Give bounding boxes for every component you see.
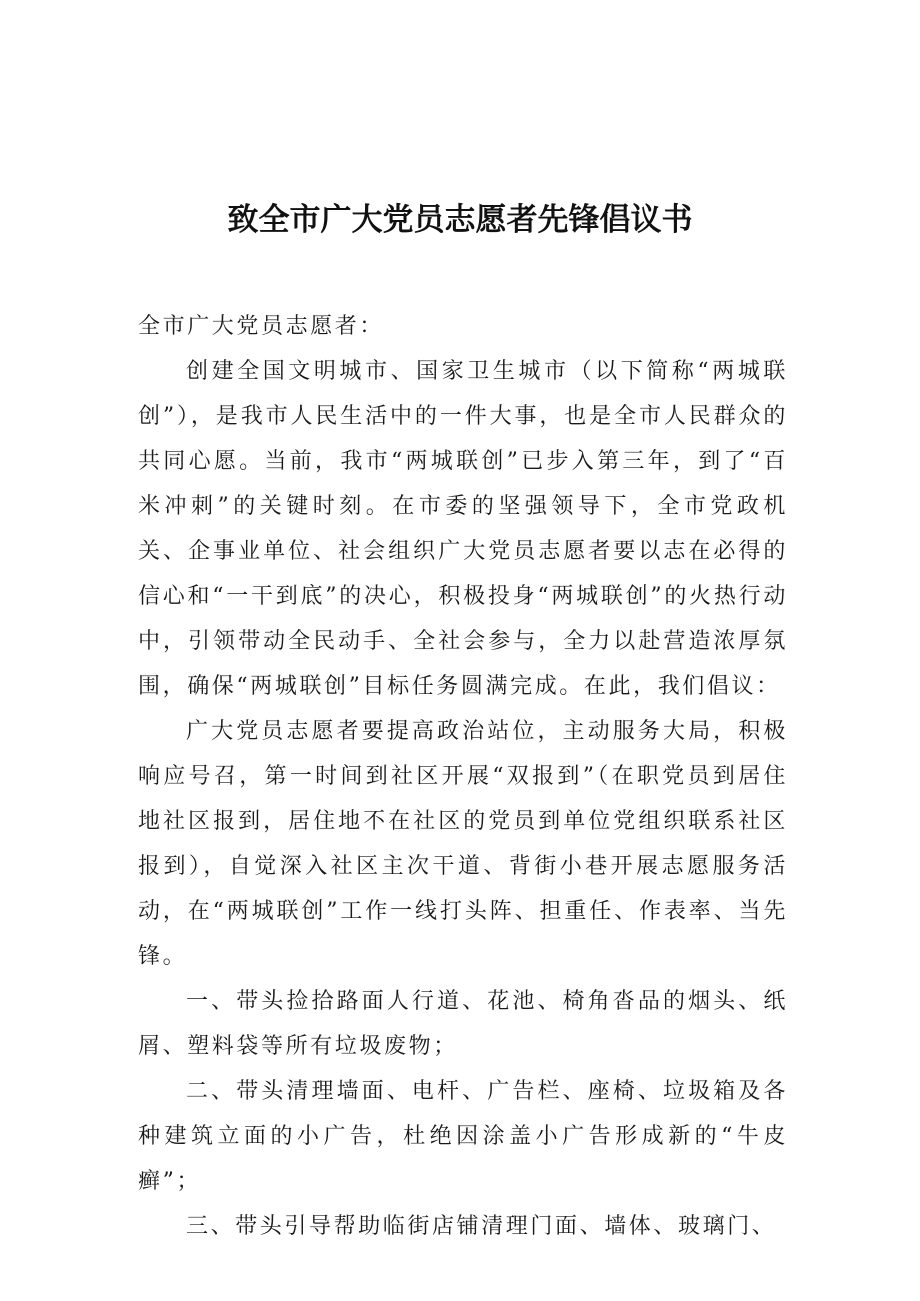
paragraph-intro: 创建全国文明城市、国家卫生城市（以下简称“两城联创”），是我市人民生活中的一件大事，也是全市人民群众的共同心愿。当前，我市“两城联创”已步入第三年，到了“百米冲刺”的关键时刻。在市委的坚强领导下，全市党政机关、企事业单位、社会组织广大党员志愿者要以志在必得的信心和“一干到底”的决心，积极投身“两城联创”的火热行动中，引领带动全民动手、全社会参与，全力以赴营造浓厚氛围，确保“两城联创”目标任务圆满完成。在此，我们倡议： [138, 359, 788, 699]
paragraph-call: 广大党员志愿者要提高政治站位，主动服务大局，积极响应号召，第一时间到社区开展“双报到”（在职党员到居住地社区报到，居住地不在社区的党员到单位党组织联系社区报到），自觉深入社区主次干道、背街小巷开展志愿服务活动，在“两城联创”工作一线打头阵、担重任、作表率、当先锋。 [138, 719, 788, 969]
paragraph-item-2: 二、带头清理墙面、电杆、广告栏、座椅、垃圾箱及各种建筑立面的小广告，杜绝因涂盖小广告形成新的“牛皮癣”； [138, 1079, 788, 1194]
paragraph-item-1: 一、带头捡拾路面人行道、花池、椅角沓品的烟头、纸屑、塑料袋等所有垃圾废物； [138, 989, 788, 1059]
document-title: 致全市广大党员志愿者先锋倡议书 [227, 202, 693, 238]
salutation: 全市广大党员志愿者： [138, 314, 385, 339]
document-body [138, 304, 788, 1249]
paragraph-item-3: 三、带头引导帮助临街店铺清理门面、墙体、玻璃门、 [186, 1214, 777, 1239]
